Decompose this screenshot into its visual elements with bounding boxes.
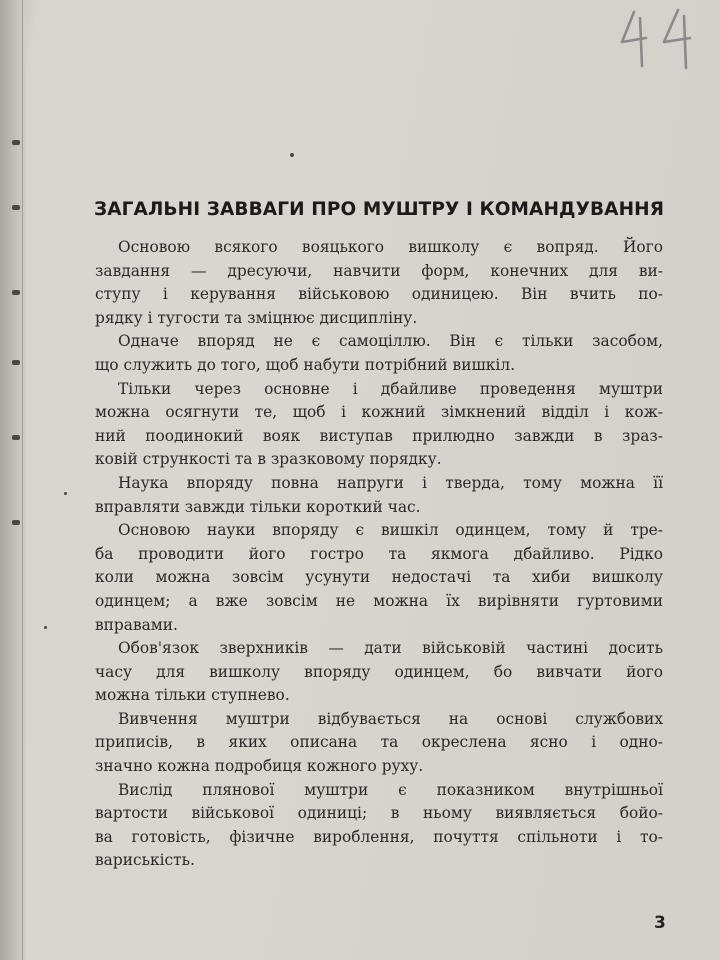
binding-hole [12,360,20,365]
text-line: рядку і тугости та зміцнює дисципліну. [95,308,418,327]
paper-speck [44,626,47,629]
binding-hole [12,140,20,145]
text-line: вариськість. [95,851,195,870]
text-line: ступу і керування військовою одиницею. Він вчить по- [95,285,663,304]
text-line: Основою науки впоряду є вишкіл одинцем, тому й тре- [118,521,663,540]
handwritten-page-note [612,4,702,74]
text-line: Одначе впоряд не є самоціллю. Він є тільки засобом, [118,332,663,351]
paragraph [95,779,663,873]
paragraph [95,472,663,519]
text-line: ва готовість, фізичне вироблення, почуття спільноти і то- [95,827,663,846]
text-line: завдання — дресуючи, навчити форм, конечних для ви- [95,261,663,280]
text-line: вправами. [95,615,178,634]
body-text [95,236,663,873]
text-line: Обов'язок зверхників — дати військовій частині досить [118,639,663,658]
binding-hole [12,205,20,210]
text-line: вартости військової одиниці; в ньому виявляється бойо- [95,804,663,823]
text-line: Наука впоряду повна напруги і тверда, тому можна її [118,473,663,492]
paragraph [95,330,663,377]
text-line: Вислід плянової муштри є показником внутрішньої [118,780,663,799]
paragraph [95,519,663,637]
text-line: вправляти завжди тільки короткий час. [95,497,421,516]
paper-speck [64,492,67,495]
text-line: що служить до того, щоб набути потрібний вишкіл. [95,355,515,374]
text-line: Основою всякого вояцького вишколу є вопряд. Його [118,238,663,256]
text-line: приписів, в яких описана та окреслена ясно і одно- [95,733,663,752]
spine-edge [22,0,23,960]
paragraph [95,637,663,708]
text-line: можна осягнути те, щоб і кожний зімкнений відділ і кож- [95,403,663,422]
page-number: 3 [654,913,666,933]
text-line: ковій стрункості та в зразковому порядку. [95,450,442,469]
paper-speck [290,153,294,157]
section-heading: ЗАГАЛЬНІ ЗАВВАГИ ПРО МУШТРУ І КОМАНДУВАННЯ [94,199,665,220]
text-line: Вивчення муштри відбувається на основі службових [118,709,663,728]
binding-hole [12,520,20,525]
text-line: одинцем; а вже зовсім не можна їх вирівняти гуртовими [95,591,663,610]
text-line: коли можна зовсім усунути недостачі та хиби вишколу [95,568,663,587]
text-line: можна тільки ступнево. [95,686,290,705]
text-line: Тільки через основне і дбайливе проведення муштри [118,379,663,398]
paragraph [95,236,663,330]
text-line: часу для вишколу впоряду одинцем, бо вивчати його [95,662,663,681]
text-line: ний поодинокий вояк виступав прилюдно завжди в зраз- [95,426,663,445]
text-line: ба проводити його гостро та якмога дбайливо. Рідко [95,544,663,563]
paragraph [95,708,663,779]
paragraph [95,378,663,472]
text-line: значно кожна подробиця кожного руху. [95,757,424,776]
binding-hole [12,290,20,295]
binding-hole [12,435,20,440]
